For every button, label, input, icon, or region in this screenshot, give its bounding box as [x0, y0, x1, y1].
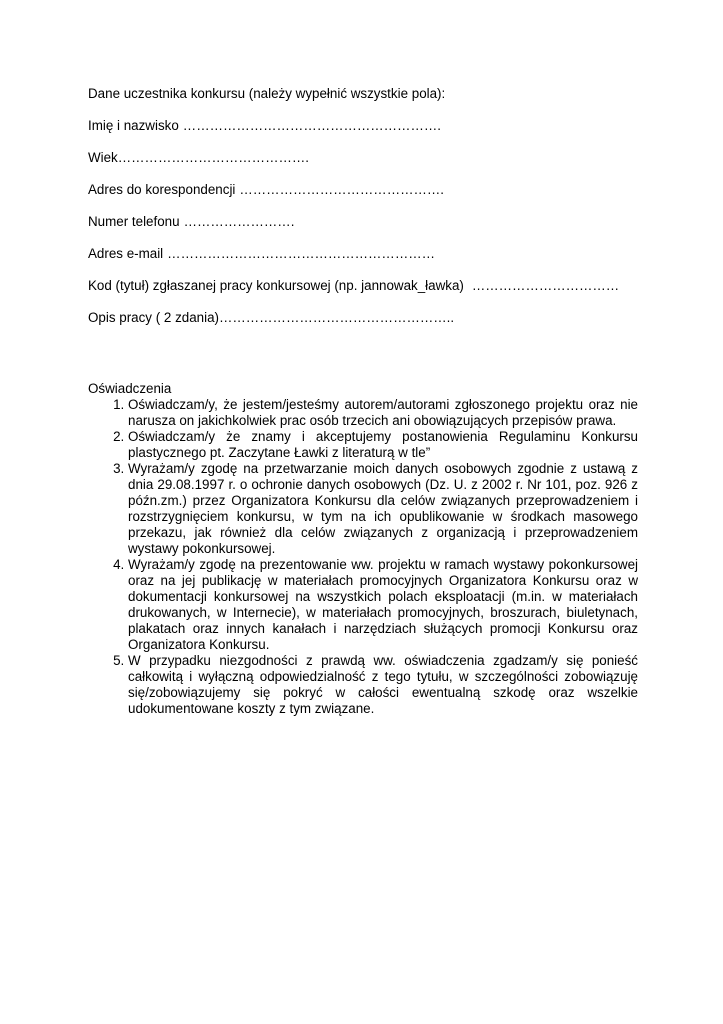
field-description: [88, 310, 638, 326]
field-placeholder: ……………………………: [471, 278, 620, 293]
field-placeholder: …………………….: [183, 214, 295, 229]
field-label: Wiek: [88, 150, 118, 165]
declaration-item: 4. Wyrażam/y zgodę na prezentowanie ww. projektu w ramach wystawy pokonkursowej oraz na jej publikację w materiałach promocyjnych Organizatora Konkursu oraz w dokumentacji konkursowej na wszystkich polach eksploatacji (m.in. w materiałach drukowanych, w Internecie), w materiałach promocyjnych, broszurach, biuletynach, plakatach oraz innych kanałach i narzędziach służących promocji Konkursu oraz Organizatora Konkursu.: [128, 557, 638, 653]
declaration-item: 1. Oświadczam/y, że jestem/jesteśmy autorem/autorami zgłoszonego projektu oraz nie narusza on jakichkolwiek prac osób trzecich ani obowiązujących przepisów prawa.: [128, 397, 638, 429]
field-label: Opis pracy ( 2 zdania): [88, 310, 219, 325]
field-email: [88, 246, 638, 262]
field-address: [88, 182, 638, 198]
document-body: [88, 86, 638, 717]
field-placeholder: ……………………………………….: [239, 182, 444, 197]
declaration-item: 5. W przypadku niezgodności z prawdą ww. oświadczenia zgadzam/y się ponieść całkowitą i wyłączną odpowiedzialność z tego tytułu, w szczególności zobowiązuję się/zobowiązujemy się pokryć w całości ewentualną szkodę oraz wszelkie udokumentowane koszty z tym związane.: [128, 653, 638, 717]
field-label: Adres do korespondencji: [88, 182, 236, 197]
field-placeholder: ……………………………………………………: [167, 246, 435, 261]
field-label: Numer telefonu: [88, 214, 180, 229]
field-placeholder: …………………………………….: [117, 150, 309, 165]
field-label: Kod (tytuł) zgłaszanej pracy konkursowej (np. jannowak_ławka): [88, 278, 464, 293]
form-heading: Dane uczestnika konkursu (należy wypełnić wszystkie pola):: [88, 86, 446, 101]
declaration-item: 3. Wyrażam/y zgodę na przetwarzanie moich danych osobowych zgodnie z ustawą z dnia 29.08.1997 r. o ochronie danych osobowych (Dz. U. z 2002 r. Nr 101, poz. 926 z późn.zm.) przez Organizatora Konkursu dla celów związanych przeprowadzeniem i rozstrzygnięciem konkursu, w tym na ich opublikowanie w środkach masowego przekazu, jak również dla celów związanych z organizacją i przeprowadzeniem wystawy pokonkursowej.: [128, 461, 638, 557]
field-name: [88, 118, 638, 134]
field-placeholder: ………………………………………………….: [182, 118, 441, 133]
field-placeholder: ……………………………………………..: [218, 310, 455, 325]
field-phone: [88, 214, 638, 230]
field-work-code: [88, 278, 638, 294]
declarations-list: [88, 397, 638, 717]
declarations-title: Oświadczenia: [88, 381, 172, 396]
field-age: [88, 150, 638, 166]
declarations-section: [88, 381, 638, 717]
field-label: Adres e-mail: [88, 246, 164, 261]
declaration-item: 2. Oświadczam/y że znamy i akceptujemy postanowienia Regulaminu Konkursu plastycznego pt. Zaczytane Ławki z literaturą w tle”: [128, 429, 638, 461]
field-label: Imię i nazwisko: [88, 118, 179, 133]
